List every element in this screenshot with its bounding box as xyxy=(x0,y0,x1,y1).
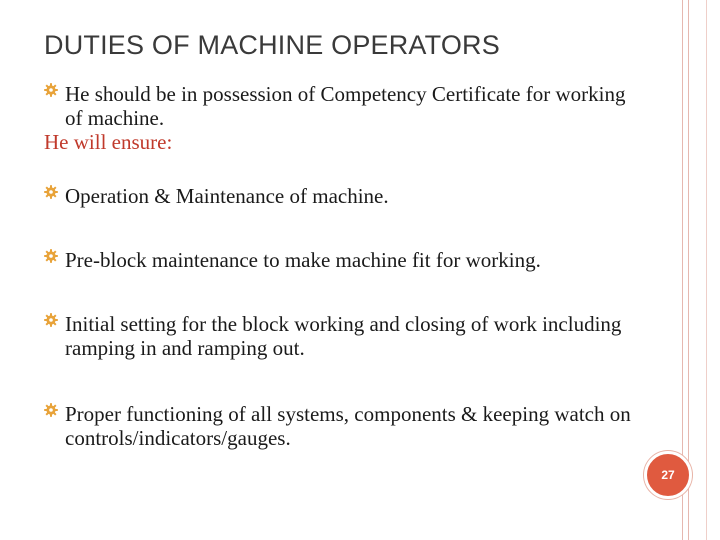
list-item-text: Initial setting for the block working and closing of work including ramping in and ramping out. xyxy=(65,312,622,360)
gear-bullet-icon xyxy=(44,313,58,327)
list-item-text: Pre-block maintenance to make machine fit for working. xyxy=(65,248,541,272)
page-number-badge: 27 xyxy=(644,451,692,499)
gear-bullet-icon xyxy=(44,83,58,97)
list-item xyxy=(44,312,644,360)
slide-content xyxy=(44,82,644,450)
gear-bullet-icon xyxy=(44,185,58,199)
border-line xyxy=(706,0,707,540)
gear-bullet-icon xyxy=(44,249,58,263)
list-item xyxy=(44,184,644,208)
intro-text: He should be in possession of Competency Certificate for working of machine. xyxy=(65,82,626,130)
list-item xyxy=(44,248,644,272)
list-item xyxy=(44,402,644,450)
intro-bullet xyxy=(44,82,644,130)
slide-title: DUTIES OF MACHINE OPERATORS xyxy=(44,30,500,60)
gear-bullet-icon xyxy=(44,403,58,417)
border-line xyxy=(688,0,689,540)
list-item-text: Operation & Maintenance of machine. xyxy=(65,184,389,208)
lead-text: He will ensure: xyxy=(44,130,173,154)
list-item-text: Proper functioning of all systems, components & keeping watch on controls/indicators/gauges. xyxy=(65,402,631,450)
